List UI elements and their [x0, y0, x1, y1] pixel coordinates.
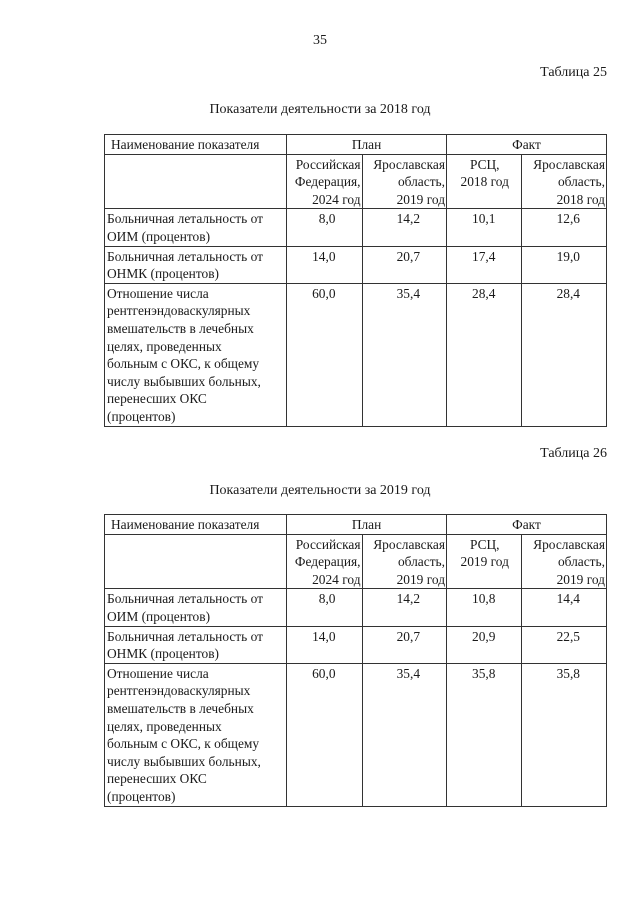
page-number: 35: [313, 33, 327, 48]
subheader-cell: Ярославская область, 2018 год: [522, 154, 607, 209]
subheader-cell: Ярославская область, 2019 год: [522, 534, 607, 589]
subheader-cell: Ярославская область, 2019 год: [362, 154, 447, 209]
row-label: Отношение числа рентгенэндоваскулярных вмешательств в лечебных целях, проведенных больным с ОКС, к общему числу выбывших больных, перенесших ОКС (процентов): [105, 663, 287, 806]
value-cell: 17,4: [447, 246, 522, 283]
table-subheader-row: [105, 154, 607, 209]
row-label: Больничная летальность от ОИМ (процентов): [105, 589, 287, 626]
value-cell: 14,4: [522, 589, 607, 626]
table-subheader-row: [105, 534, 607, 589]
value-cell: 60,0: [287, 283, 362, 426]
table-row: [105, 209, 607, 246]
value-cell: 35,4: [362, 663, 447, 806]
value-cell: 14,2: [362, 209, 447, 246]
row-label: Больничная летальность от ОИМ (процентов): [105, 209, 287, 246]
table-header-row: [105, 135, 607, 155]
value-cell: 14,0: [287, 246, 362, 283]
header-name-cell: Наименование показателя: [105, 515, 287, 535]
value-cell: 28,4: [447, 283, 522, 426]
header-fact-cell: Факт: [447, 135, 607, 155]
value-cell: 8,0: [287, 209, 362, 246]
value-cell: 10,1: [447, 209, 522, 246]
table-26-number: Таблица 26: [540, 446, 607, 461]
subheader-cell: РСЦ, 2019 год: [447, 534, 522, 589]
header-fact-cell: Факт: [447, 515, 607, 535]
value-cell: 28,4: [522, 283, 607, 426]
value-cell: 12,6: [522, 209, 607, 246]
header-plan-cell: План: [287, 515, 447, 535]
subheader-cell: РСЦ, 2018 год: [447, 154, 522, 209]
value-cell: 20,7: [362, 246, 447, 283]
value-cell: 19,0: [522, 246, 607, 283]
row-label: Отношение числа рентгенэндоваскулярных вмешательств в лечебных целях, проведенных больным с ОКС, к общему числу выбывших больных, перенесших ОКС (процентов): [105, 283, 287, 426]
table-26: [104, 514, 607, 807]
table-25: [104, 134, 607, 427]
table-26-title: Показатели деятельности за 2019 год: [209, 483, 431, 498]
header-name-blank: [105, 154, 287, 209]
subheader-cell: Российская Федерация, 2024 год: [287, 154, 362, 209]
subheader-cell: Ярославская область, 2019 год: [362, 534, 447, 589]
table-header-row: [105, 515, 607, 535]
table-row: [105, 589, 607, 626]
value-cell: 22,5: [522, 626, 607, 663]
value-cell: 35,8: [447, 663, 522, 806]
value-cell: 35,8: [522, 663, 607, 806]
row-label: Больничная летальность от ОНМК (процентов): [105, 246, 287, 283]
value-cell: 35,4: [362, 283, 447, 426]
row-label: Больничная летальность от ОНМК (процентов): [105, 626, 287, 663]
value-cell: 20,9: [447, 626, 522, 663]
value-cell: 8,0: [287, 589, 362, 626]
value-cell: 14,2: [362, 589, 447, 626]
value-cell: 60,0: [287, 663, 362, 806]
header-name-blank: [105, 534, 287, 589]
header-name-cell: Наименование показателя: [105, 135, 287, 155]
table-25-number: Таблица 25: [540, 65, 607, 80]
value-cell: 14,0: [287, 626, 362, 663]
value-cell: 20,7: [362, 626, 447, 663]
table-row: [105, 283, 607, 426]
table-row: [105, 246, 607, 283]
table-25-title: Показатели деятельности за 2018 год: [209, 102, 431, 117]
value-cell: 10,8: [447, 589, 522, 626]
header-plan-cell: План: [287, 135, 447, 155]
table-row: [105, 663, 607, 806]
subheader-cell: Российская Федерация, 2024 год: [287, 534, 362, 589]
table-row: [105, 626, 607, 663]
